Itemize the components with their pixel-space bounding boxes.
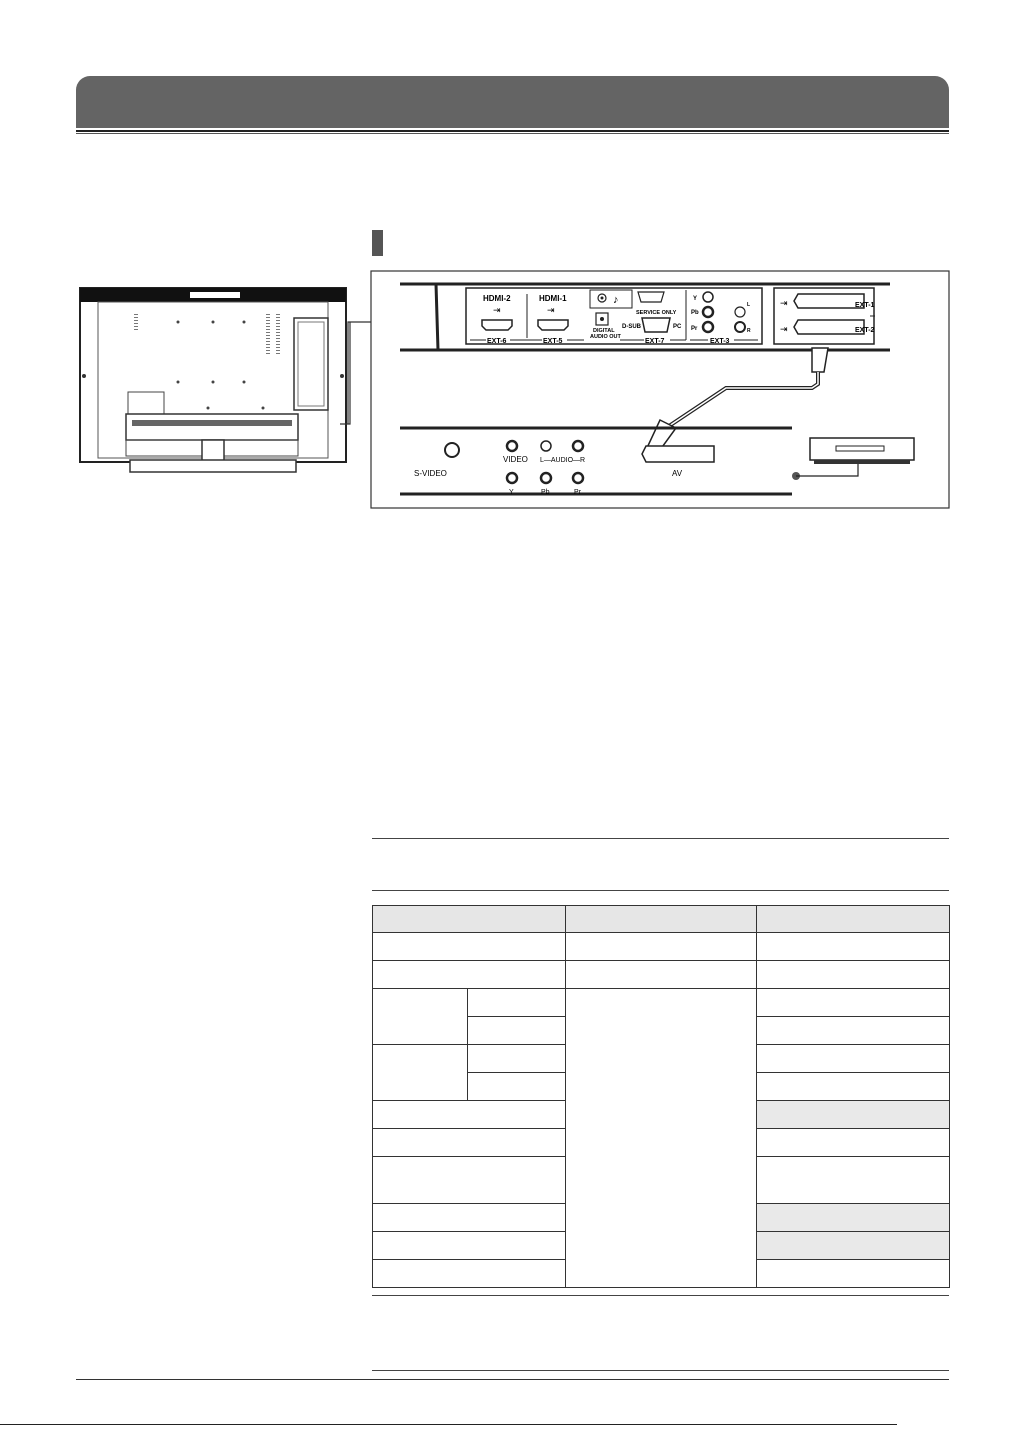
hdmi2-label: HDMI-2 — [483, 294, 511, 303]
table-row — [373, 961, 950, 989]
l-label: L — [747, 302, 751, 308]
connection-diagram — [370, 270, 950, 510]
ext3-label: EXT-3 — [710, 338, 730, 345]
header-rule — [76, 130, 949, 134]
footer-rule — [76, 1379, 949, 1380]
rule-4 — [372, 1370, 949, 1371]
pb2-label: Pb — [541, 489, 550, 496]
audio-out-label: AUDIO OUT — [590, 334, 621, 340]
table-row — [373, 989, 950, 1017]
svg-text:♪: ♪ — [613, 294, 619, 306]
input-icon: ⇥ — [780, 298, 788, 308]
input-icon: ⇥ — [547, 305, 555, 315]
y2-label: Y — [509, 489, 514, 496]
table-header-cell — [566, 906, 757, 933]
page-bottom-rule — [0, 1424, 897, 1425]
s-video-label: S-VIDEO — [414, 469, 447, 478]
tv-back-illustration — [78, 284, 350, 480]
pb-label: Pb — [691, 310, 699, 316]
table-header-cell — [757, 906, 950, 933]
table-row — [373, 933, 950, 961]
pr-label: Pr — [691, 326, 698, 332]
d-sub-label: D-SUB — [622, 324, 641, 330]
pr2-label: Pr — [574, 489, 581, 496]
hdmi1-label: HDMI-1 — [539, 294, 567, 303]
input-icon: ⇥ — [780, 324, 788, 334]
table-header-cell — [373, 906, 566, 933]
header-bar — [76, 76, 949, 128]
ext1-label: EXT-1 — [855, 302, 875, 309]
digital-label: DIGITAL — [593, 328, 615, 334]
service-only-label: SERVICE ONLY — [636, 310, 677, 316]
pc-label: PC — [673, 324, 682, 330]
ext2-label: EXT-2 — [855, 327, 875, 334]
rule-3 — [372, 1295, 949, 1296]
audio-label: L—AUDIO—R — [540, 457, 586, 464]
spec-table — [372, 905, 950, 1288]
y-label: Y — [693, 296, 698, 302]
r-label: R — [747, 328, 751, 334]
section-marker — [372, 230, 383, 256]
ext7-label: EXT-7 — [645, 338, 665, 345]
video-label: VIDEO — [503, 455, 528, 464]
input-icon: ⇥ — [493, 305, 501, 315]
ext5-label: EXT-5 — [543, 338, 563, 345]
table-header-row — [373, 906, 950, 933]
ext6-label: EXT-6 — [487, 338, 507, 345]
rule-2 — [372, 890, 949, 891]
av-label: AV — [672, 469, 683, 478]
rule-1 — [372, 838, 949, 839]
